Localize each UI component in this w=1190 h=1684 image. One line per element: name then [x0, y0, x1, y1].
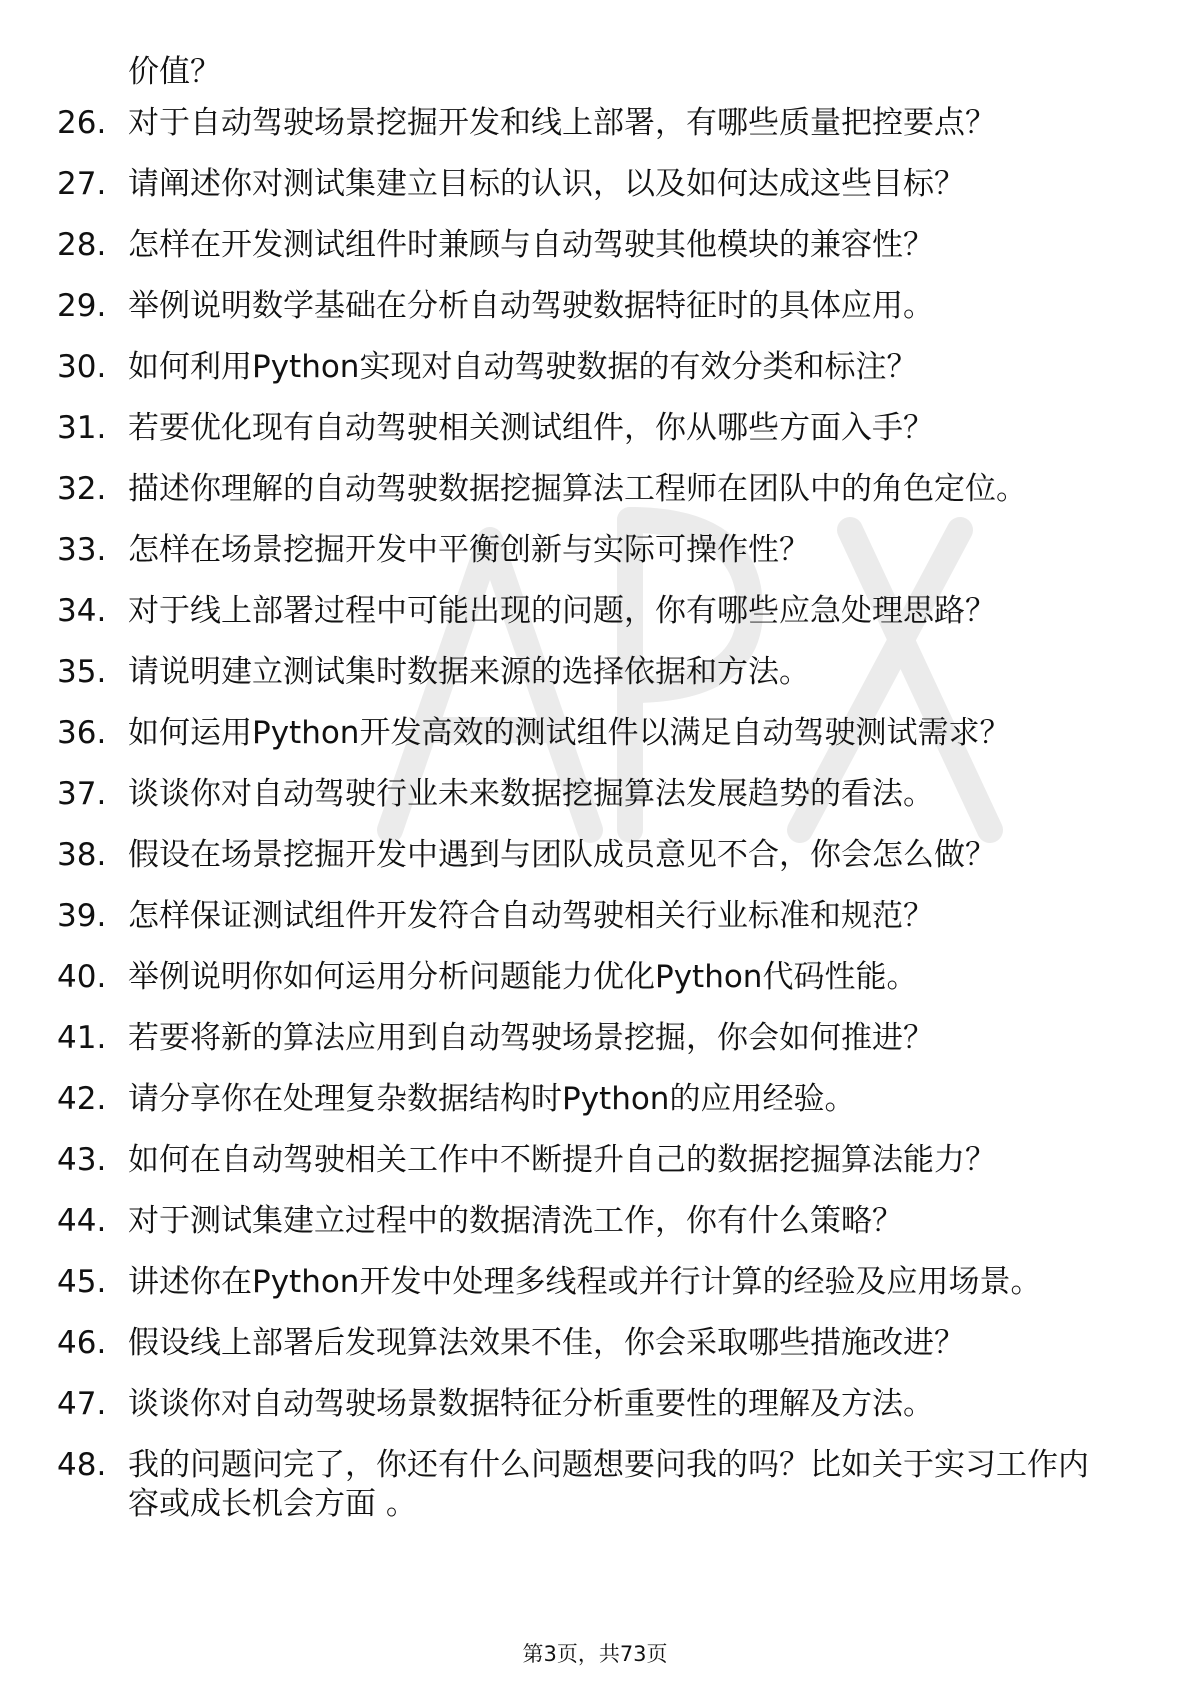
continued-question-text: 价值？	[128, 54, 221, 90]
list-item	[0, 1141, 1190, 1180]
question-number: 44.	[57, 1203, 107, 1239]
question-text: 谈谈你对自动驾驶行业未来数据挖掘算法发展趋势的看法。	[128, 776, 934, 812]
question-number: 33.	[57, 532, 107, 568]
question-text: 怎样在场景挖掘开发中平衡创新与实际可操作性？	[128, 532, 810, 568]
question-number: 29.	[57, 288, 107, 324]
list-item	[0, 897, 1190, 936]
list-item	[0, 287, 1190, 326]
question-number: 38.	[57, 837, 107, 873]
question-text: 讲述你在Python开发中处理多线程或并行计算的经验及应用场景。	[128, 1264, 1042, 1300]
question-number: 39.	[57, 898, 107, 934]
list-item	[0, 348, 1190, 387]
question-number: 46.	[57, 1325, 107, 1361]
question-text: 请说明建立测试集时数据来源的选择依据和方法。	[128, 654, 810, 690]
question-list	[0, 104, 1190, 1546]
question-number: 41.	[57, 1020, 107, 1056]
question-number: 34.	[57, 593, 107, 629]
list-item	[0, 714, 1190, 753]
question-number: 48.	[57, 1447, 107, 1483]
list-item	[0, 165, 1190, 204]
question-number: 35.	[57, 654, 107, 690]
question-text: 对于线上部署过程中可能出现的问题，你有哪些应急处理思路？	[128, 593, 996, 629]
list-item	[0, 775, 1190, 814]
list-item	[0, 836, 1190, 875]
question-text: 如何利用Python实现对自动驾驶数据的有效分类和标注？	[128, 349, 918, 385]
list-item	[0, 1202, 1190, 1241]
question-number: 40.	[57, 959, 107, 995]
question-text: 怎样保证测试组件开发符合自动驾驶相关行业标准和规范？	[128, 898, 934, 934]
question-number: 27.	[57, 166, 107, 202]
list-item	[0, 1324, 1190, 1363]
list-item	[0, 592, 1190, 631]
question-text: 如何运用Python开发高效的测试组件以满足自动驾驶测试需求？	[128, 715, 1011, 751]
list-item	[0, 1019, 1190, 1058]
question-text: 若要优化现有自动驾驶相关测试组件，你从哪些方面入手？	[128, 410, 934, 446]
question-text: 假设在场景挖掘开发中遇到与团队成员意见不合，你会怎么做？	[128, 837, 996, 873]
list-item	[0, 104, 1190, 143]
question-text: 怎样在开发测试组件时兼顾与自动驾驶其他模块的兼容性？	[128, 227, 934, 263]
question-text: 举例说明你如何运用分析问题能力优化Python代码性能。	[128, 959, 918, 995]
list-item	[0, 470, 1190, 509]
question-text: 对于测试集建立过程中的数据清洗工作，你有什么策略？	[128, 1203, 903, 1239]
question-text: 请阐述你对测试集建立目标的认识，以及如何达成这些目标？	[128, 166, 965, 202]
list-item	[0, 653, 1190, 692]
question-text: 对于自动驾驶场景挖掘开发和线上部署，有哪些质量把控要点？	[128, 105, 996, 141]
list-item	[0, 409, 1190, 448]
list-item	[0, 1446, 1190, 1524]
list-item	[0, 1080, 1190, 1119]
question-number: 32.	[57, 471, 107, 507]
list-item	[0, 958, 1190, 997]
list-item	[0, 1263, 1190, 1302]
question-text: 若要将新的算法应用到自动驾驶场景挖掘，你会如何推进？	[128, 1020, 934, 1056]
page-number-footer: 第3页，共73页	[522, 1642, 668, 1666]
question-number: 37.	[57, 776, 107, 812]
question-number: 30.	[57, 349, 107, 385]
question-text: 假设线上部署后发现算法效果不佳，你会采取哪些措施改进？	[128, 1325, 965, 1361]
question-text: 如何在自动驾驶相关工作中不断提升自己的数据挖掘算法能力？	[128, 1142, 996, 1178]
question-number: 42.	[57, 1081, 107, 1117]
list-item	[0, 531, 1190, 570]
question-number: 26.	[57, 105, 107, 141]
question-number: 36.	[57, 715, 107, 751]
question-number: 43.	[57, 1142, 107, 1178]
question-number: 31.	[57, 410, 107, 446]
question-number: 45.	[57, 1264, 107, 1300]
question-number: 28.	[57, 227, 107, 263]
question-number: 47.	[57, 1386, 107, 1422]
list-item	[0, 226, 1190, 265]
question-text: 我的问题问完了，你还有什么问题想要问我的吗？比如关于实习工作内容或成长机会方面 。	[128, 1447, 1089, 1522]
question-text: 请分享你在处理复杂数据结构时Python的应用经验。	[128, 1081, 856, 1117]
list-item	[0, 1385, 1190, 1424]
question-text: 谈谈你对自动驾驶场景数据特征分析重要性的理解及方法。	[128, 1386, 934, 1422]
question-text: 描述你理解的自动驾驶数据挖掘算法工程师在团队中的角色定位。	[128, 471, 1027, 507]
question-text: 举例说明数学基础在分析自动驾驶数据特征时的具体应用。	[128, 288, 934, 324]
